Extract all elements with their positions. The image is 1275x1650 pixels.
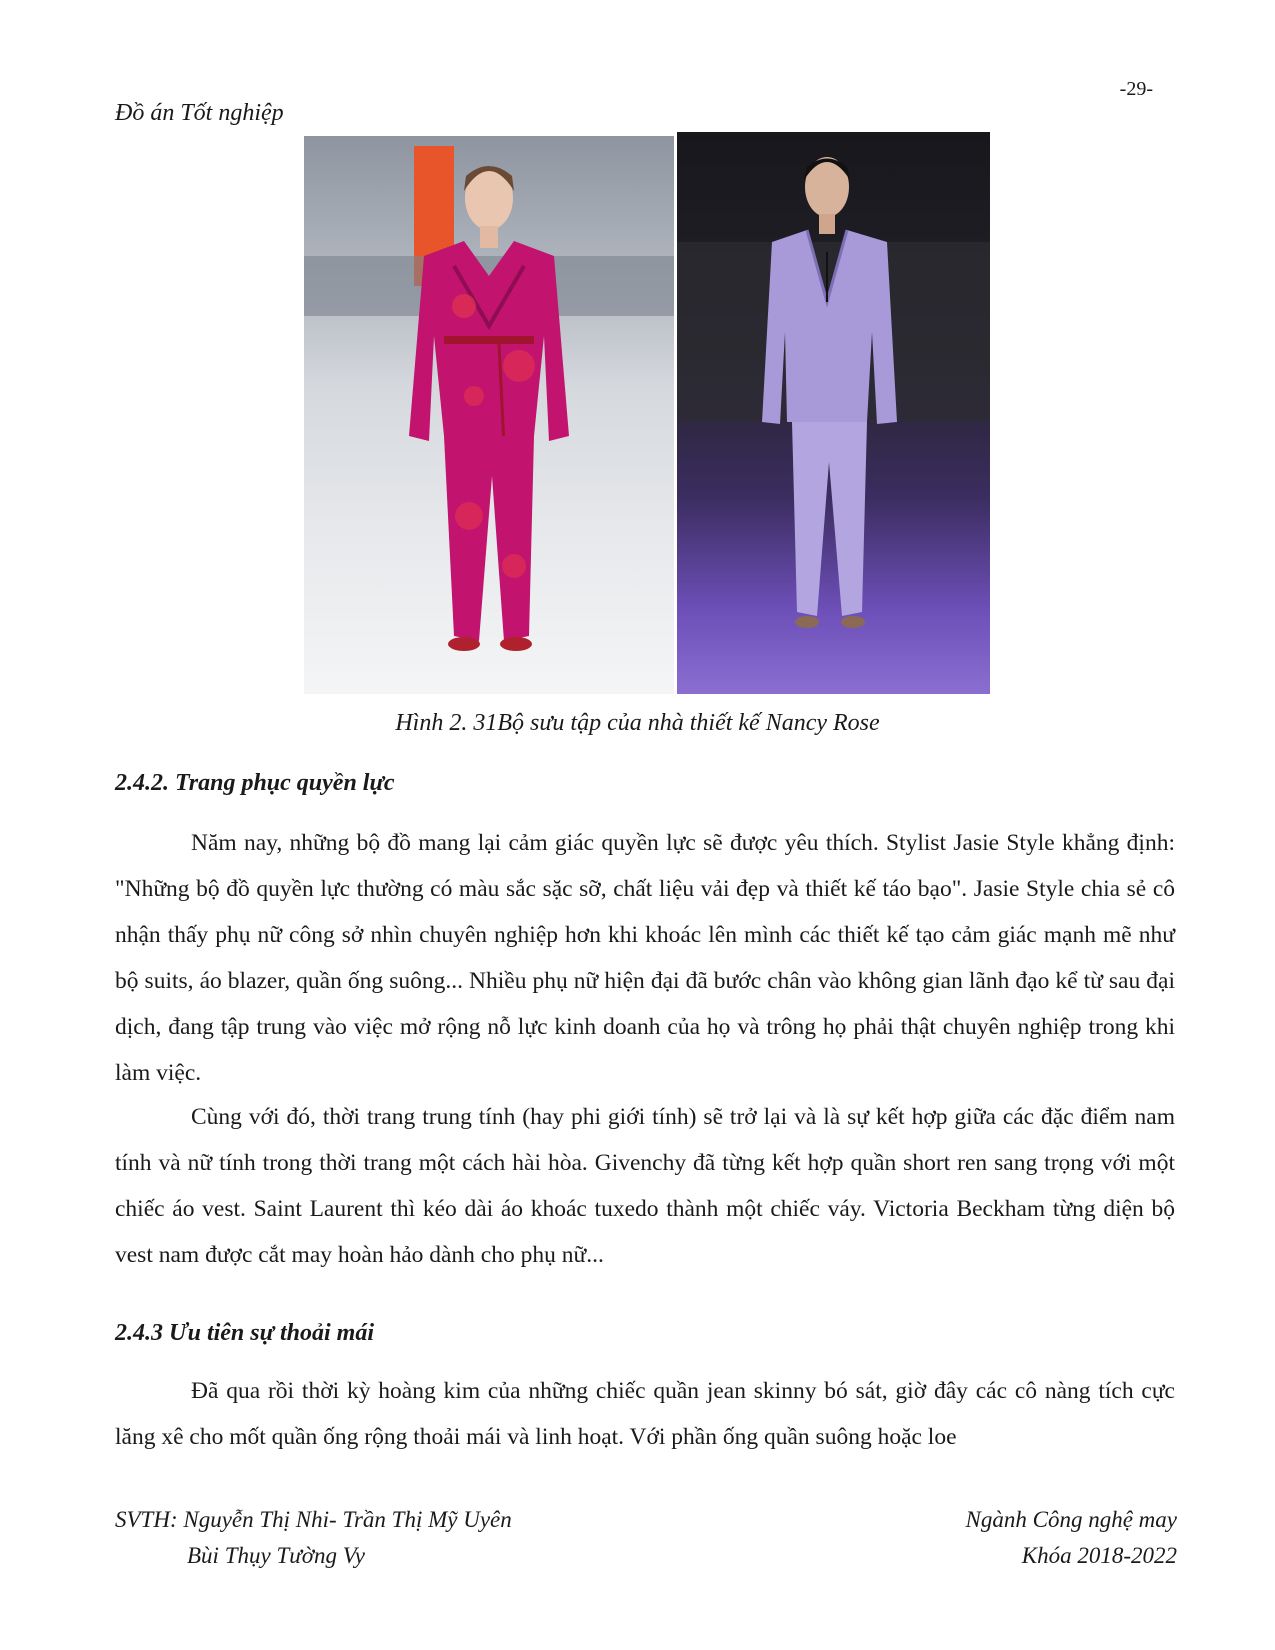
footer-major: Ngành Công nghệ may xyxy=(965,1507,1177,1532)
footer-student-line-1: SVTH: Nguyễn Thị Nhi- Trần Thị Mỹ Uyên xyxy=(115,1507,512,1532)
running-header: Đồ án Tốt nghiệp xyxy=(115,100,284,126)
paragraph: Cùng với đó, thời trang trung tính (hay phi giới tính) sẽ trở lại và là sự kết hợp giữa các đặc điểm nam tính và nữ tính trong thời trang một cách hài hòa. Givenchy đã từng kết hợp quần short ren sang trọng với một chiếc áo vest. Saint Laurent thì kéo dài áo khoác tuxedo thành một chiếc váy. Victoria Beckham từng diện bộ vest nam được cắt may hoàn hảo dành cho phụ nữ... xyxy=(115,1104,1175,1268)
footer-course: Khóa 2018-2022 xyxy=(1021,1543,1177,1568)
paragraph: Năm nay, những bộ đồ mang lại cảm giác quyền lực sẽ được yêu thích. Stylist Jasie Style khẳng định: "Những bộ đồ quyền lực thường có màu sắc sặc sỡ, chất liệu vải đẹp và thiết kế táo bạo". Jasie Style chia sẻ cô nhận thấy phụ nữ công sở nhìn chuyên nghiệp hơn khi khoác lên mình các thiết kế tạo cảm giác mạnh mẽ như bộ suits, áo blazer, quần ống suông... Nhiều phụ nữ hiện đại đã bước chân vào không gian lãnh đạo kể từ sau đại dịch, đang tập trung vào việc mở rộng nỗ lực kinh doanh của họ và trông họ phải thật chuyên nghiệp trong khi làm việc. xyxy=(115,830,1175,1086)
section-heading-comfort: 2.4.3 Ưu tiên sự thoải mái xyxy=(115,1320,375,1346)
page-number: -29- xyxy=(1119,78,1153,100)
figure-caption: Hình 2. 31Bộ sưu tập của nhà thiết kế Nancy Rose xyxy=(395,710,880,736)
lavender-suit-model-illustration xyxy=(677,132,990,694)
footer-student-line-2: Bùi Thụy Tường Vy xyxy=(187,1543,365,1568)
paragraph: Đã qua rồi thời kỳ hoàng kim của những chiếc quần jean skinny bó sát, giờ đây các cô nàng tích cực lăng xê cho mốt quần ống rộng thoải mái và linh hoạt. Với phần ống quần suông hoặc loe xyxy=(115,1378,1175,1450)
footer-program xyxy=(966,1502,1177,1574)
runway-photo-pink-suit xyxy=(304,136,674,694)
section-heading-power-dressing: 2.4.2. Trang phục quyền lực xyxy=(115,770,395,796)
figure xyxy=(304,132,990,694)
pink-suit-model-illustration xyxy=(304,136,674,694)
runway-photo-lavender-suit xyxy=(677,132,990,694)
footer-students xyxy=(115,1502,512,1574)
